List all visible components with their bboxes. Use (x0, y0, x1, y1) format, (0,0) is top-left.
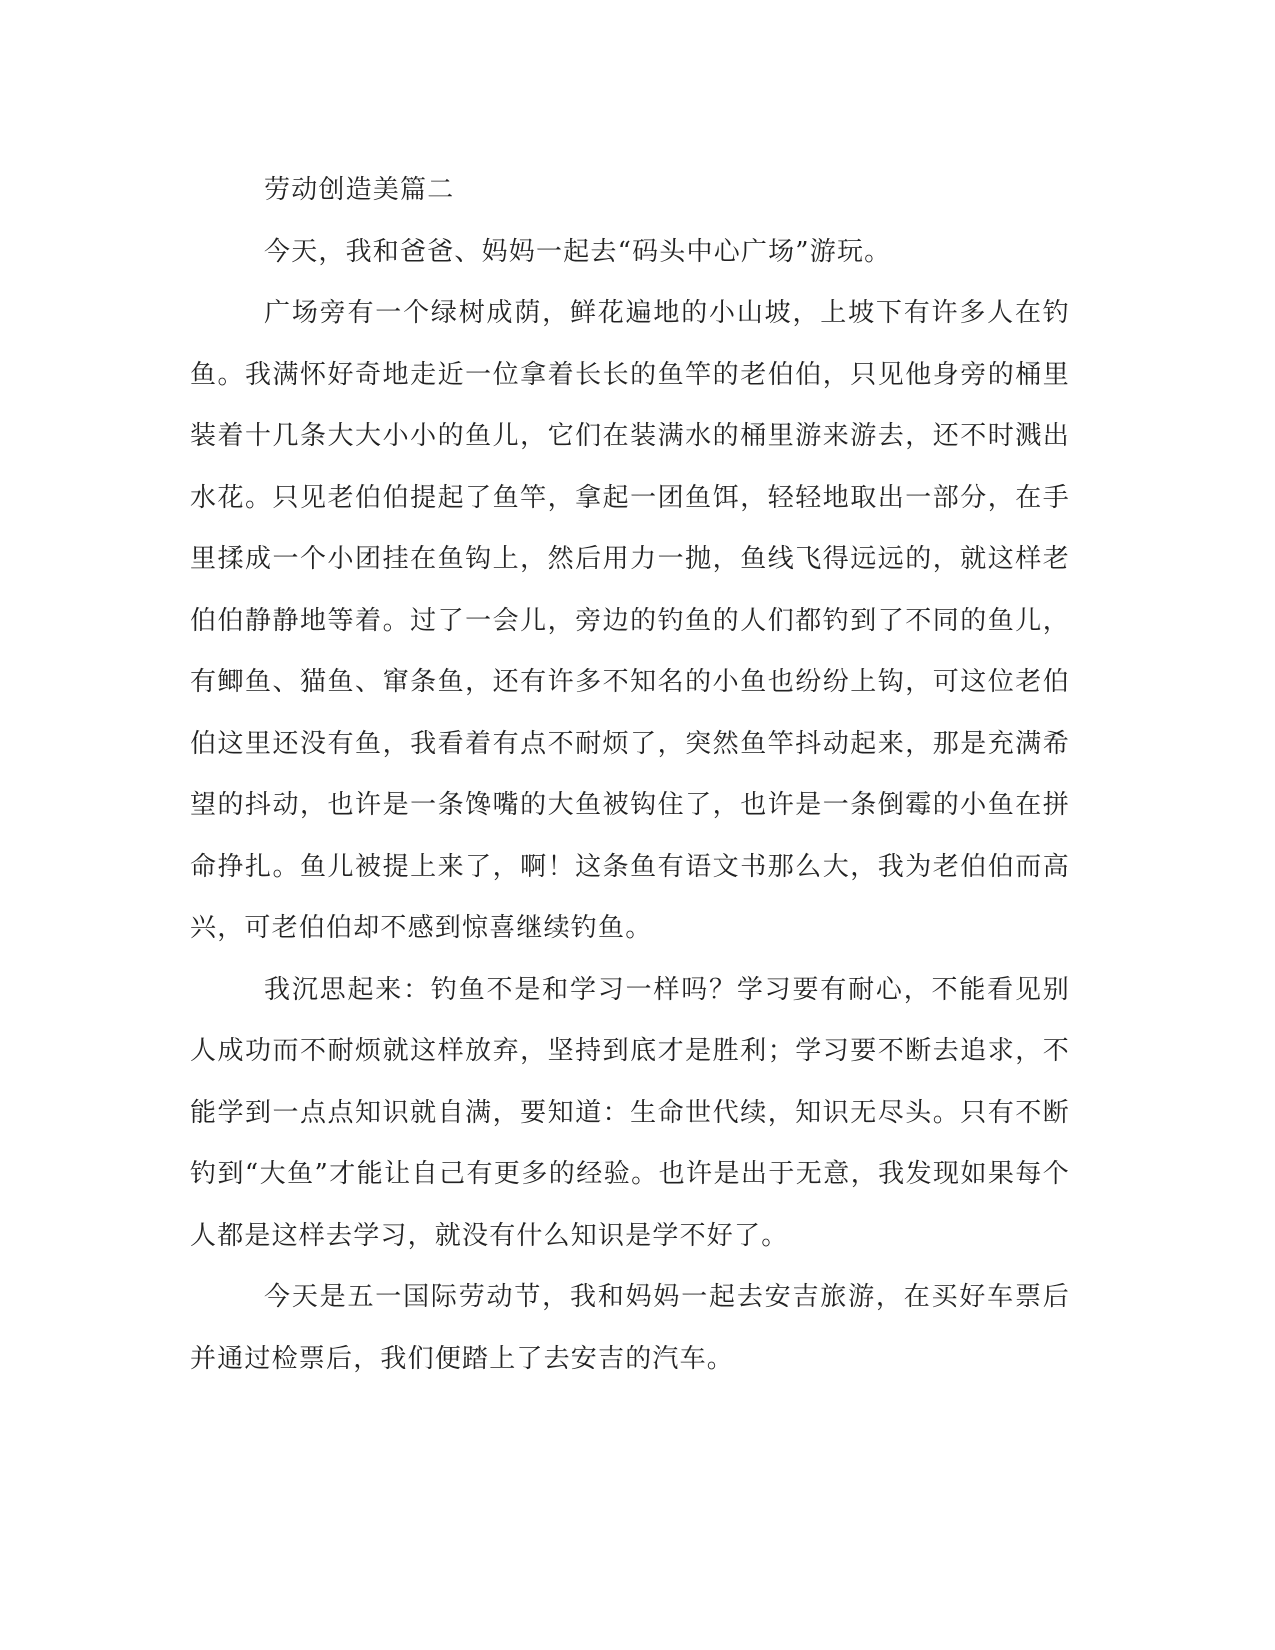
paragraph-intro: 今天，我和爸爸、妈妈一起去“码头中心广场”游玩。 (264, 236, 892, 267)
paragraph-anji-trip: 今天是五一国际劳动节，我和妈妈一起去安吉旅游，在买好车票后并通过检票后，我们便踏上了去安吉的汽车。 (190, 1282, 1070, 1374)
paragraph-fishing: 广场旁有一个绿树成荫，鲜花遍地的小山坡，上坡下有许多人在钓鱼。我满怀好奇地走近一位拿着长长的鱼竿的老伯伯，只见他身旁的桶里装着十几条大大小小的鱼儿，它们在装满水的桶里游来游去，还不时溅出水花。只见老伯伯提起了鱼竿，拿起一团鱼饵，轻轻地取出一部分，在手里揉成一个小团挂在鱼钩上，然后用力一抛，鱼线飞得远远的，就这样老伯伯静静地等着。过了一会儿，旁边的钓鱼的人们都钓到了不同的鱼儿，有鲫鱼、猫鱼、窜条鱼，还有许多不知名的小鱼也纷纷上钩，可这位老伯伯这里还没有鱼，我看着有点不耐烦了，突然鱼竿抖动起来，那是充满希望的抖动，也许是一条馋嘴的大鱼被钩住了，也许是一条倒霉的小鱼在拼命挣扎。鱼儿被提上来了，啊！这条鱼有语文书那么大，我为老伯伯而高兴，可老伯伯却不感到惊喜继续钓鱼。 (190, 298, 1070, 943)
document-title: 劳动创造美篇二 (264, 175, 455, 205)
document-body (190, 160, 1070, 1390)
paragraph-reflection: 我沉思起来：钓鱼不是和学习一样吗？学习要有耐心，不能看见别人成功而不耐烦就这样放弃，坚持到底才是胜利；学习要不断去追求，不能学到一点点知识就自满，要知道：生命世代续，知识无尽头。只有不断钓到“大鱼”才能让自己有更多的经验。也许是出于无意，我发现如果每个人都是这样去学习，就没有什么知识是学不好了。 (190, 974, 1070, 1251)
